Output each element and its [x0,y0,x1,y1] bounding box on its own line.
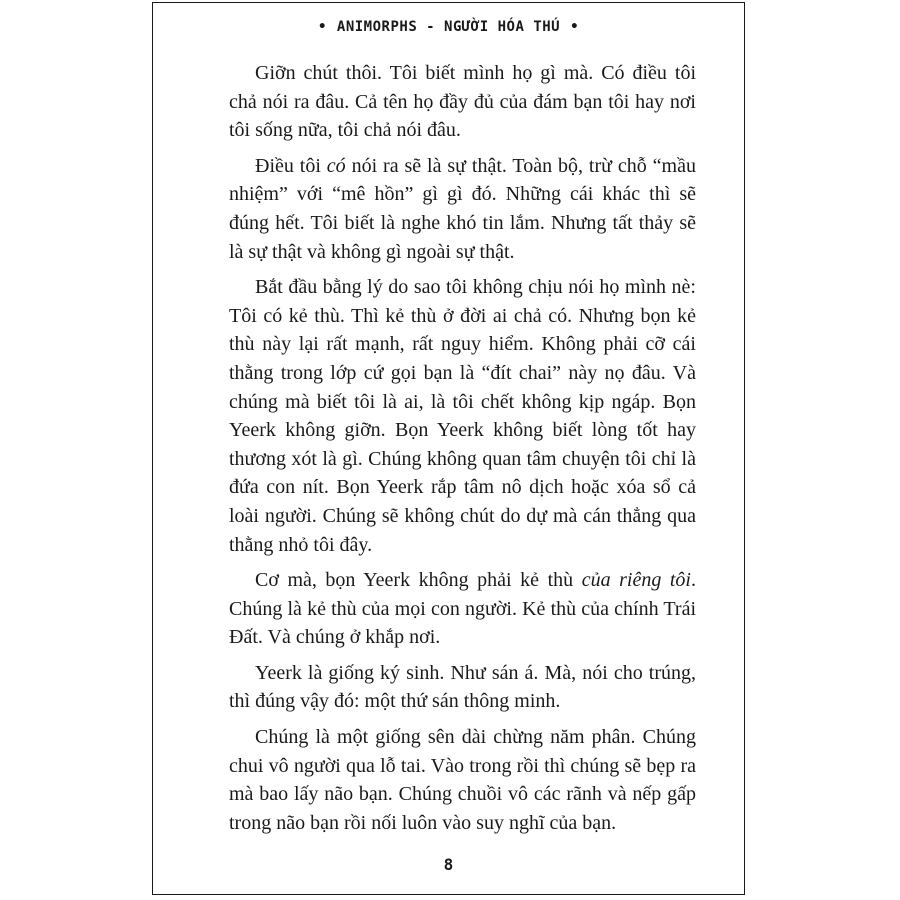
body-text [229,59,696,844]
paragraph [229,59,696,145]
paragraph [229,273,696,559]
header-bullet-right: • [570,19,580,35]
running-header [153,19,744,35]
text-run: nói ra sẽ là sự thật. Toàn bộ, trừ chỗ “mầu nhiệm” với “mê hồn” gì gì đó. Những cái khác thì sẽ đúng hết. Tôi biết là nghe khó tin lắm. Nhưng tất thảy sẽ là sự thật và không gì ngoài sự thật. [229,154,696,263]
italic-text: có [326,154,346,177]
text-run: Cơ mà, bọn Yeerk không phải kẻ thù [255,569,582,592]
page-number: 8 [443,855,454,874]
text-run: Bắt đầu bằng lý do sao tôi không chịu nói họ mình nè: Tôi có kẻ thù. Thì kẻ thù ở đời ai chả có. Nhưng bọn kẻ thù này lại rất mạnh, rất nguy hiểm. Không phải cỡ cái thằng trong lớp cứ gọi bạn là “đít chai” này nọ đâu. Và chúng mà biết tôi là ai, là tôi chết không kịp ngáp. Bọn Yeerk không giỡn. Bọn Yeerk không biết lòng tốt hay thương xót là gì. Chúng không quan tâm chuyện tôi chỉ là đứa con nít. Bọn Yeerk rắp tâm nô dịch hoặc xóa sổ cả loài người. Chúng sẽ không chút do dự mà cán thẳng qua thằng nhỏ tôi đây. [229,276,696,556]
text-run: . Chúng là kẻ thù của mọi con người. Kẻ thù của chính Trái Đất. Và chúng ở khắp nơi. [229,569,696,649]
text-run: Chúng là một giống sên dài chừng năm phân. Chúng chui vô người qua lỗ tai. Vào trong rồi thì chúng sẽ bẹp ra mà bao lấy não bạn. Chúng chuồi vô các rãnh và nếp gấp trong não bạn rồi nối luôn vào suy nghĩ của bạn. [229,726,696,834]
text-run: Giỡn chút thôi. Tôi biết mình họ gì mà. Có điều tôi chả nói ra đâu. Cả tên họ đầy đủ của đám bạn tôi hay nơi tôi sống nữa, tôi chả nói đâu. [229,62,696,142]
text-run: Yeerk là giống ký sinh. Như sán á. Mà, nói cho trúng, thì đúng vậy đó: một thứ sán thông minh. [229,661,696,713]
book-page [152,2,745,895]
header-title: ANIMORPHS - NGƯỜI HÓA THÚ [336,19,561,35]
paragraph [229,723,696,837]
text-run: Điều tôi [255,154,327,177]
paragraph [229,659,696,716]
paragraph [229,152,696,266]
paragraph [229,566,696,652]
header-bullet-left: • [317,19,327,35]
italic-text: của riêng tôi [581,569,691,592]
